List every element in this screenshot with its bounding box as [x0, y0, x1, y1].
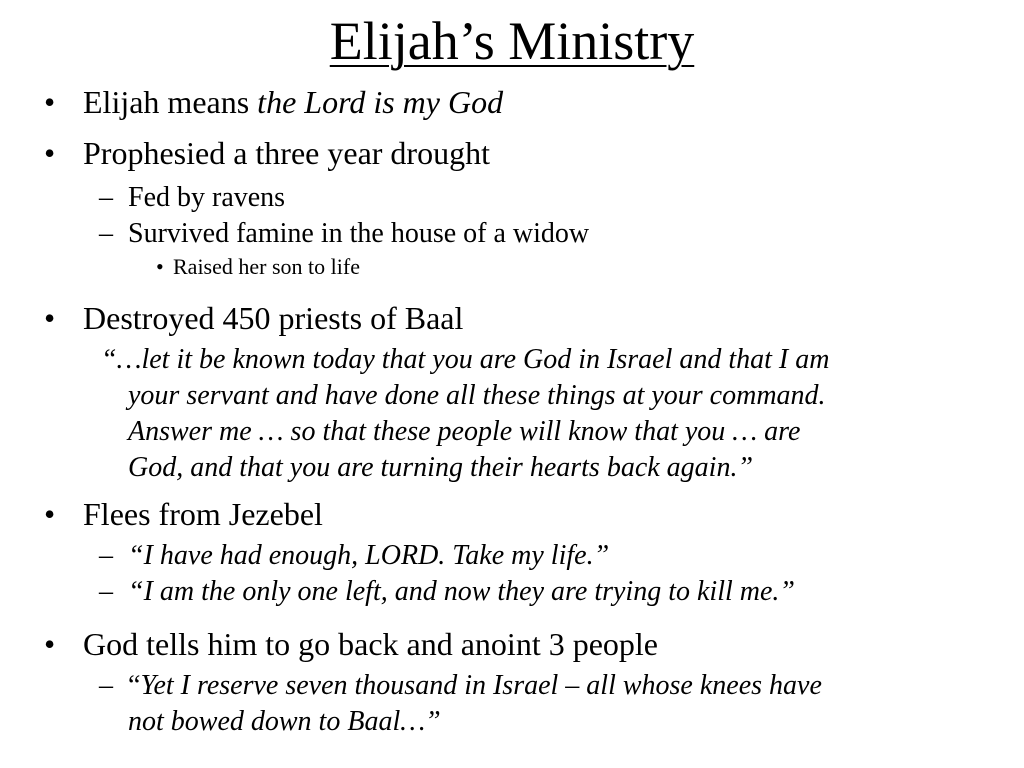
list-item	[0, 78, 1024, 126]
bullet-icon: •	[44, 300, 56, 336]
bullet-icon: •	[44, 496, 56, 532]
quote-line: “…let it be known today that you are God in Israel and that I am	[101, 344, 830, 375]
list-item-text: Flees from Jezebel	[83, 496, 323, 532]
sub-list-item-text: “I am the only one left, and now they are trying to kill me.”	[128, 576, 795, 607]
slide-title: Elijah’s Ministry	[329, 11, 695, 71]
sub-list-item-text	[128, 668, 822, 704]
sub-list-item	[0, 668, 1024, 740]
quote-line: Answer me … so that these people will know that you … are	[128, 416, 801, 447]
quote-line: not bowed down to Baal…”	[128, 706, 441, 737]
list-item	[0, 294, 1024, 342]
dash-icon: –	[99, 670, 113, 701]
open-quote-mark: “	[128, 670, 141, 701]
list-item	[0, 129, 1024, 177]
scripture-quote	[0, 342, 1024, 486]
list-item-prefix: Elijah means	[83, 84, 258, 120]
sub-sub-list-item-text: Raised her son to life	[173, 254, 360, 279]
list-item	[0, 620, 1024, 668]
dash-icon: –	[99, 218, 113, 249]
list-item	[0, 490, 1024, 538]
quote-line: your servant and have done all these things at your command.	[128, 380, 826, 411]
list-item-text: God tells him to go back and anoint 3 people	[83, 626, 658, 662]
quote-line: Yet I reserve seven thousand in Israel – all whose knees have	[140, 670, 822, 701]
bullet-icon: •	[44, 135, 56, 171]
quote-line: God, and that you are turning their hearts back again.”	[128, 452, 754, 483]
sub-list-item-text: “I have had enough, LORD. Take my life.”	[128, 540, 610, 571]
bullet-icon: •	[44, 626, 56, 662]
list-item-text: Prophesied a three year drought	[83, 135, 490, 171]
sub-list-item	[0, 180, 1024, 216]
sub-list-item-text: Survived famine in the house of a widow	[128, 218, 590, 249]
sub-list-item-text: Fed by ravens	[128, 182, 286, 213]
dash-icon: –	[99, 182, 113, 213]
list-item-text: Destroyed 450 priests of Baal	[83, 300, 464, 336]
bullet-icon: •	[44, 84, 56, 120]
sub-list-item	[0, 538, 1024, 574]
sub-list-item	[0, 574, 1024, 610]
list-item-emphasis: the Lord is my God	[257, 84, 504, 120]
sub-list-item	[0, 216, 1024, 252]
list-item-text	[83, 78, 503, 126]
dash-icon: –	[99, 576, 113, 607]
bullet-list	[0, 78, 1024, 740]
dash-icon: –	[99, 540, 113, 571]
sub-sub-list-item	[0, 252, 1024, 282]
bullet-icon: •	[156, 254, 164, 279]
